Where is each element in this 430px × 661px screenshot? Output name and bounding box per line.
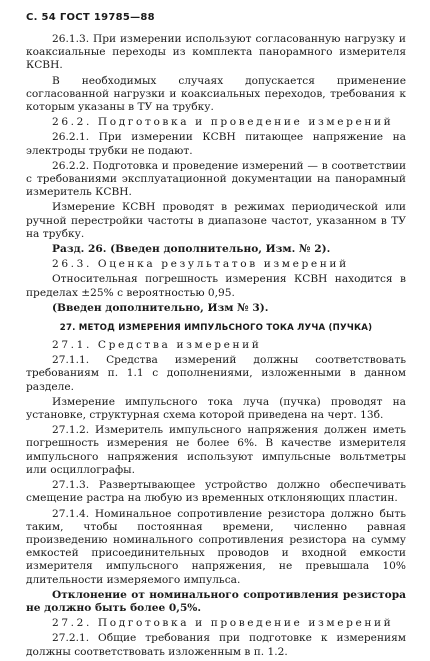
paragraph-27-1-3: 27.1.3. Развертывающее устройство должно обеспечивать смещение растра на любую из временных отклоняющих пластин.	[26, 479, 406, 505]
paragraph-27-1-4: 27.1.4. Номинальное сопротивление резистора должно быть таким, чтобы постоянная времени, численно равная произведению номинального сопротивления резистора на сумму емкостей присоединительных проводов и входной емкости измерителя импульсного напряжения, не превышала 10% длительности измеряемого импульса.	[26, 507, 406, 586]
paragraph-27-2-1: 27.2.1. Общие требования при подготовке к измерениям должны соответствовать изложенным в п. 1.2.	[26, 632, 406, 658]
document-page	[26, 12, 406, 661]
paragraph-27-1-1: 27.1.1. Средства измерений должны соответствовать требованиям п. 1.1 с дополнениями, изложенными в данном разделе.	[26, 354, 406, 393]
amendment-note-3: (Введен дополнительно, Изм № 3).	[52, 301, 269, 314]
paragraph-resistance-deviation: Отклонение от номинального сопротивления резистора не должно быть более 0,5%.	[26, 588, 406, 614]
paragraph-26-1-3: 26.1.3. При измерении используют согласованную нагрузку и коаксиальные переходы из комплекта панорамного измерителя КСВН.	[26, 33, 406, 72]
amendment-note-2: Разд. 26. (Введен дополнительно, Изм. № 2).	[52, 243, 331, 256]
subsection-heading-27-1: 27.1. Средства измерений	[52, 339, 262, 352]
paragraph-26-2-1: 26.2.1. При измерении КСВН питающее напряжение на электроды трубки не подают.	[26, 131, 406, 157]
paragraph-load-note: В необходимых случаях допускается применение согласованной нагрузки и коаксиальных переходов, требования к которым указаны в ТУ на трубку.	[26, 74, 406, 114]
section-title-27: 27. МЕТОД ИЗМЕРЕНИЯ ИМПУЛЬСНОГО ТОКА ЛУЧА (ПУЧКА)	[59, 323, 373, 334]
subsection-heading-26-2: 26.2. Подготовка и проведение измерений	[52, 116, 394, 129]
subsection-heading-27-2: 27.2. Подготовка и проведение измерений	[52, 617, 394, 630]
paragraph-27-1-2: 27.1.2. Измеритель импульсного напряжения должен иметь погрешность измерения не более 6%. В качестве измерителя импульсного напряжения используют импульсные вольтметры или осциллографы.	[26, 424, 406, 476]
paragraph-setup-diagram: Измерение импульсного тока луча (пучка) проводят на установке, структурная схема которой приведена на черт. 13б.	[26, 395, 406, 422]
paragraph-error-estimate: Относительная погрешность измерения КСВН находится в пределах ±25% с вероятностью 0,95.	[26, 273, 406, 299]
paragraph-ksvn-modes: Измерение КСВН проводят в режимах периодической или ручной перестройки частоты в диапазоне частот, указанном в ТУ на трубку.	[26, 201, 406, 240]
subsection-heading-26-3: 26.3. Оценка результатов измерений	[52, 258, 349, 271]
paragraph-26-2-2: 26.2.2. Подготовка и проведение измерений — в соответствии с требованиями эксплуатационной документации на панорамный измеритель КСВН.	[26, 159, 406, 199]
page-header: С. 54 ГОСТ 19785—88	[26, 12, 155, 23]
